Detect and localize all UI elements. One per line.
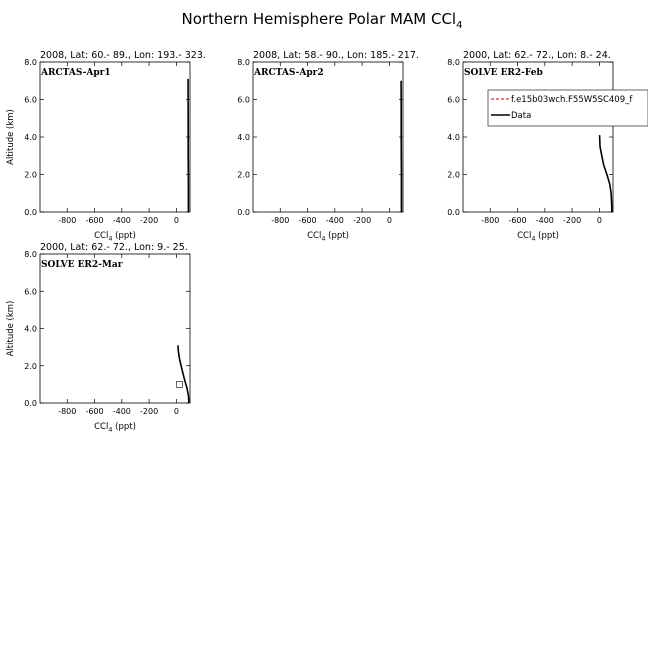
panel-label: SOLVE ER2-Feb [464,68,543,78]
x-tick-label: -400 [535,216,554,225]
y-tick-label: 8.0 [237,58,250,67]
x-axis-label: CCl$_4$ (ppt) [94,422,136,434]
x-tick-label: -400 [112,407,131,416]
panels [6,50,648,434]
panel-header: 2008, Lat: 60.- 89., Lon: 193.- 323. [40,50,206,61]
y-tick-label: 2.0 [24,170,37,180]
x-tick-label: 0 [173,216,179,225]
y-tick-label: 2.0 [447,170,460,180]
x-tick-label: -200 [140,407,159,416]
x-tick-label: -600 [85,407,104,416]
panel-header: 2008, Lat: 58.- 90., Lon: 185.- 217. [253,50,419,61]
y-tick-label: 0.0 [24,208,37,217]
panel-label: ARCTAS-Apr2 [254,68,324,78]
y-tick-label: 8.0 [447,58,460,67]
data-line [178,345,189,403]
y-tick-label: 4.0 [237,133,250,142]
x-tick-label: 0 [596,216,602,225]
y-tick-label: 0.0 [24,399,37,408]
chart-panel-1 [6,50,206,243]
y-tick-label: 6.0 [24,287,37,297]
y-tick-label: 4.0 [24,324,37,334]
chart-panel-4 [6,242,190,434]
data-line [600,135,612,212]
x-tick-label: -200 [563,216,582,225]
y-tick-label: 8.0 [24,250,37,259]
x-tick-label: -600 [85,216,104,225]
x-tick-label: -800 [58,216,77,225]
y-tick-label: 4.0 [24,133,37,142]
y-tick-label: 0.0 [447,208,460,217]
x-tick-label: 0 [173,407,179,416]
y-tick-label: 6.0 [237,95,250,105]
y-tick-label: 6.0 [24,95,37,105]
legend [488,90,648,126]
y-tick-label: 2.0 [237,170,250,180]
panel-label: SOLVE ER2-Mar [41,260,123,270]
x-tick-label: -600 [298,216,317,225]
y-tick-label: 4.0 [447,133,460,142]
x-axis-label: CCl$_4$ (ppt) [94,231,136,243]
x-axis-label: CCl$_4$ (ppt) [307,231,349,243]
panel-label: ARCTAS-Apr1 [41,68,111,78]
x-tick-label: -800 [271,216,290,225]
data-marker [177,381,183,387]
x-tick-label: -800 [481,216,500,225]
y-tick-label: 6.0 [447,95,460,105]
figure-title: Northern Hemisphere Polar MAM CCl$_4$ [181,10,463,31]
plot-frame [40,254,190,403]
y-axis-label: Altitude (km) [6,109,16,165]
x-tick-label: -400 [325,216,344,225]
y-tick-label: 2.0 [24,361,37,371]
legend-entry: f.e15b03wch.F55W5SC409_f [511,95,633,105]
x-axis-label: CCl$_4$ (ppt) [517,231,559,243]
x-tick-label: -200 [353,216,372,225]
plot-frame [253,62,403,212]
plot-frame [463,62,613,212]
chart-panel-2 [237,50,419,243]
panel-header: 2000, Lat: 62.- 72., Lon: 9.- 25. [40,242,188,253]
x-tick-label: -400 [112,216,131,225]
x-tick-label: -600 [508,216,527,225]
y-tick-label: 0.0 [237,208,250,217]
x-tick-label: 0 [386,216,392,225]
chart-panel-3 [447,50,648,243]
plot-frame [40,62,190,212]
x-tick-label: -200 [140,216,159,225]
x-tick-label: -800 [58,407,77,416]
legend-entry: Data [511,111,532,121]
y-tick-label: 8.0 [24,58,37,67]
panel-header: 2000, Lat: 62.- 72., Lon: 8.- 24. [463,50,611,61]
y-axis-label: Altitude (km) [6,300,16,357]
